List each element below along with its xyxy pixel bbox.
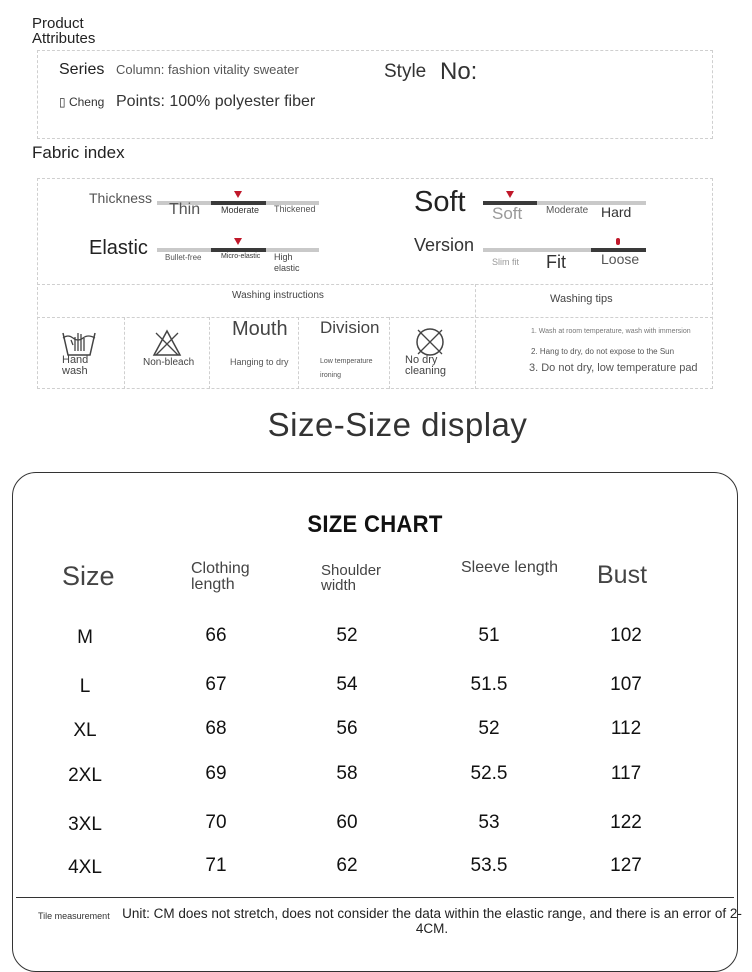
divider xyxy=(124,317,125,389)
measurement-cell: 53.5 xyxy=(470,855,508,876)
version-option-loose: Loose xyxy=(601,251,640,267)
version-option-fit: Fit xyxy=(546,252,566,272)
hand-wash-label: Hand wash xyxy=(62,354,89,377)
fabric-index-title: Fabric index xyxy=(32,143,125,162)
measurement-cell: 122 xyxy=(610,812,642,833)
soft-label: Soft xyxy=(414,186,466,218)
measurement-cell: 71 xyxy=(205,855,227,876)
measurement-cell: 68 xyxy=(205,718,227,739)
soft-option-hard: Hard xyxy=(601,204,632,220)
product-attributes-title-line2: Attributes xyxy=(32,30,96,47)
soft-option-moderate: Moderate xyxy=(546,205,589,216)
unit-note: Unit: CM does not stretch, does not consider the data within the elastic range, and there is an error of 2-4CM. xyxy=(122,906,742,936)
no-dry-cleaning-label: No dry cleaning xyxy=(405,354,446,377)
thickness-label: Thickness xyxy=(89,190,153,206)
divider xyxy=(389,317,390,389)
size-cell: 3XL xyxy=(68,814,102,835)
divider xyxy=(37,284,713,285)
measurement-cell: 52 xyxy=(336,625,358,646)
elastic-option-bullet-free: Bullet-free xyxy=(165,253,202,262)
measurement-cell: 117 xyxy=(610,763,642,784)
washing-tip-3: 3. Do not dry, low temperature pad xyxy=(529,362,698,374)
measurement-cell: 62 xyxy=(336,855,358,876)
measurement-cell: 52 xyxy=(478,718,500,739)
cheng-label: ▯ Cheng xyxy=(59,95,105,109)
elastic-label: Elastic xyxy=(89,237,148,259)
measurement-cell: 60 xyxy=(336,812,358,833)
size-chart-title: SIZE CHART xyxy=(307,511,443,538)
elastic-scale-selected xyxy=(211,248,266,252)
soft-marker-icon xyxy=(506,191,514,198)
column-text: Column: fashion vitality sweater xyxy=(116,62,299,77)
measurement-cell: 127 xyxy=(610,855,642,876)
divider xyxy=(209,317,210,389)
series-label: Series xyxy=(59,61,105,78)
elastic-option-micro-elastic: Micro-elastic xyxy=(221,253,261,260)
measurement-cell: 58 xyxy=(336,763,358,784)
size-cell: L xyxy=(79,676,91,697)
washing-tip-2: 2. Hang to dry, do not expose to the Sun xyxy=(531,347,675,356)
measurement-cell: 66 xyxy=(205,625,227,646)
measurement-cell: 53 xyxy=(478,812,500,833)
measurement-cell: 51 xyxy=(478,625,500,646)
measurement-cell: 107 xyxy=(610,674,642,695)
size-display-title: Size-Size display xyxy=(267,406,528,443)
header-sleeve-length: Sleeve length xyxy=(461,559,558,576)
header-bust: Bust xyxy=(597,561,648,589)
version-label: Version xyxy=(414,235,475,255)
style-label: Style xyxy=(384,61,427,82)
thickness-option-moderate: Moderate xyxy=(221,205,260,215)
thickness-marker-icon xyxy=(234,191,242,198)
washing-tip-1: 1. Wash at room temperature, wash with immersion xyxy=(531,328,691,335)
size-cell: XL xyxy=(73,720,97,741)
style-no: No: xyxy=(440,58,478,85)
measurement-cell: 112 xyxy=(610,718,642,739)
size-cell: M xyxy=(77,627,93,648)
divider xyxy=(16,897,734,898)
washing-tips-title: Washing tips xyxy=(550,293,613,305)
elastic-marker-icon xyxy=(234,238,242,245)
elastic-option-high: High elastic xyxy=(274,252,300,273)
version-marker-icon xyxy=(616,238,620,245)
header-shoulder-width: Shoulder width xyxy=(321,562,382,594)
hanging-to-dry-label: Hanging to dry xyxy=(230,357,289,367)
measurement-cell: 69 xyxy=(205,763,227,784)
measurement-cell: 56 xyxy=(336,718,358,739)
divider xyxy=(298,317,299,389)
product-attributes-title-line1: Product xyxy=(32,15,84,32)
divider xyxy=(475,284,476,389)
division-label: Division xyxy=(320,318,380,337)
washing-instructions-title: Washing instructions xyxy=(232,290,324,301)
points-text: Points: 100% polyester fiber xyxy=(116,93,316,110)
header-size: Size xyxy=(62,561,115,591)
measurement-cell: 67 xyxy=(205,674,227,695)
size-cell: 4XL xyxy=(68,857,102,878)
version-option-slim-fit: Slim fit xyxy=(492,257,519,267)
thickness-option-thickened: Thickened xyxy=(274,204,316,214)
measurement-cell: 51.5 xyxy=(470,674,508,695)
thickness-option-thin: Thin xyxy=(169,201,201,218)
product-attributes-title xyxy=(32,16,95,46)
measurement-cell: 52.5 xyxy=(470,763,508,784)
mouth-label: Mouth xyxy=(232,318,288,340)
soft-option-soft: Soft xyxy=(492,204,523,223)
low-temperature-ironing-label: Low temperature ironing xyxy=(320,358,373,379)
tile-measurement-label: Tile measurement xyxy=(38,911,110,921)
header-clothing-length: Clothing length xyxy=(191,560,250,593)
measurement-cell: 70 xyxy=(205,812,227,833)
size-cell: 2XL xyxy=(68,765,102,786)
measurement-cell: 102 xyxy=(610,625,642,646)
non-bleach-label: Non-bleach xyxy=(143,357,195,368)
measurement-cell: 54 xyxy=(336,674,358,695)
